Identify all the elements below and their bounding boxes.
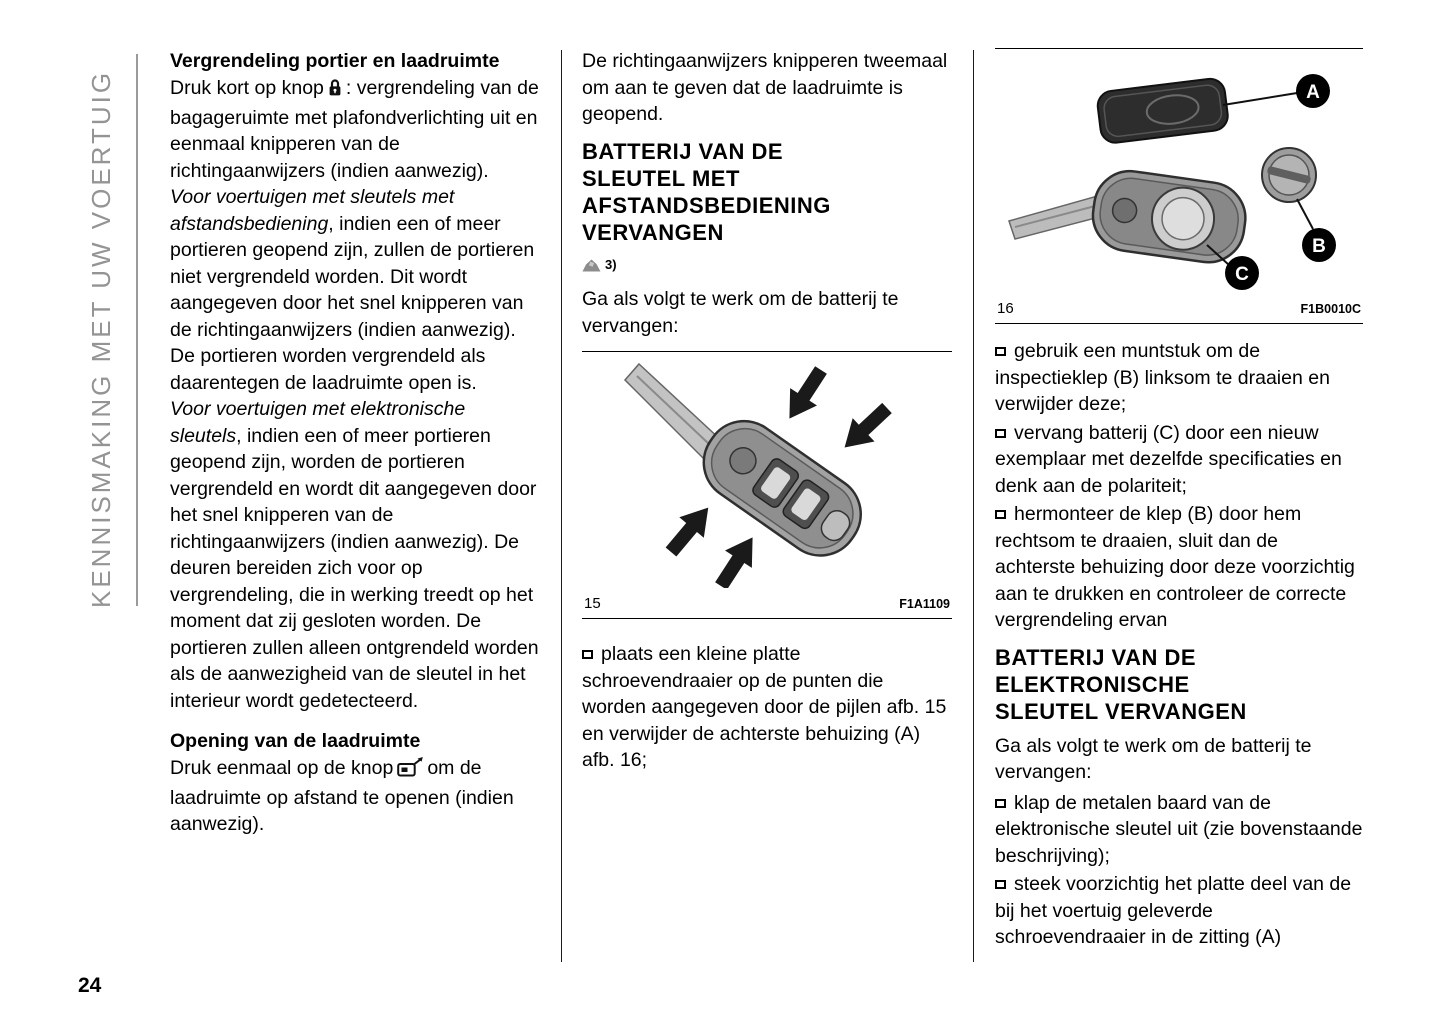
section-heading-remote-battery: BATTERIJ VAN DE SLEUTEL MET AFSTANDSBEDIENING VERVANGEN	[582, 138, 831, 245]
figure-rule-top	[995, 48, 1363, 49]
text: vervang batterij (C) door een nieuw exemplaar met dezelfde specificaties en denk aan de polariteit;	[995, 421, 1342, 497]
text: hermonteer de klep (B) door hem rechtsom te draaien, sluit dan de achterste behuizing door deze voorzichtig aan te drukken en controleer de correcte vergrendeling ervan	[995, 503, 1355, 631]
text: , indien een of meer portieren geopend zijn, zullen de portieren niet vergrendeld worden. Dit wordt aangegeven door het snel knipperen van de richtingaanwijzers (indien aanwezig). De portieren worden vergrendeld als daarentegen de laadruimte open is.	[170, 212, 535, 394]
figure-rule-top	[582, 351, 952, 352]
bullet-item	[995, 338, 1363, 418]
bullet-square-icon	[995, 347, 1006, 356]
section-heading-lock: Vergrendeling portier en laadruimte	[170, 50, 500, 72]
bullet-item	[995, 790, 1363, 870]
paragraph-electronic-keys	[170, 396, 542, 714]
warning-ref-number: 3)	[605, 256, 617, 272]
figure-rule-bottom	[995, 323, 1363, 324]
bullet-square-icon	[995, 510, 1006, 519]
lock-icon	[328, 78, 342, 105]
bullet-square-icon	[995, 799, 1006, 808]
text: steek voorzichtig het platte deel van de bij het voertuig geleverde schroevendraaier in de zitting (A)	[995, 873, 1352, 948]
text: Druk kort op knop	[170, 77, 324, 99]
paragraph-lock	[170, 75, 542, 184]
workshop-warning-icon	[582, 254, 601, 281]
figure-rule-bottom	[582, 618, 952, 619]
text: klap de metalen baard van de elektronische sleutel uit (zie bovenstaande beschrijving);	[995, 791, 1363, 867]
bullet-square-icon	[995, 429, 1006, 438]
text: gebruik een muntstuk om de inspectieklep (B) linksom te draaien en verwijder deze;	[995, 340, 1330, 415]
section-heading-tailgate: Opening van de laadruimte	[170, 730, 421, 752]
figure-number: 16	[997, 300, 1014, 317]
figure-code: F1B0010C	[1300, 302, 1361, 316]
text: Druk eenmaal op de knop	[170, 757, 394, 779]
bullet-item	[995, 420, 1363, 500]
paragraph-replace-intro: Ga als volgt te werk om de batterij te vervangen:	[995, 734, 1312, 783]
text: : vergrendeling van de bagageruimte met plafondverlichting uit en eenmaal knipperen van de richtingaanwijzers (indien aanwezig).	[170, 77, 539, 182]
column-divider	[561, 50, 562, 962]
warning-reference	[582, 254, 952, 281]
column-center	[582, 48, 952, 776]
callout-c-label: C	[1235, 264, 1249, 285]
figure-16	[995, 48, 1363, 324]
text: , indien een of meer portieren geopend zijn, worden de portieren vergrendeld en wordt dit aangegeven door het snel knipperen van de richtingaanwijzers (indien aanwezig). De deuren bereiden zich voor op vergrendeling, die in werking treedt op het moment dat zij gesloten worden. De portieren zullen alleen ontgrendeld worden als de aanwezigheid van de sleutel in het interieur wordt gedetecteerd.	[170, 424, 539, 712]
tailgate-open-icon	[397, 757, 423, 785]
column-divider	[973, 50, 974, 962]
callout-b-label: B	[1312, 236, 1326, 257]
figure-15-caption	[582, 592, 952, 618]
text-italic: Voor voertuigen met elektronische sleutels	[170, 398, 466, 447]
bullet-item	[995, 871, 1363, 951]
chapter-sidebar-title: KENNISMAKING MET UW VOERTUIG	[86, 69, 116, 608]
sidebar-rule	[136, 54, 138, 606]
paragraph-tailgate	[170, 755, 542, 838]
figure-code: F1A1109	[899, 597, 950, 611]
column-left	[170, 48, 542, 838]
bullet-square-icon	[995, 880, 1006, 889]
text: plaats een kleine platte schroevendraaier op de punten die worden aangegeven door de pijlen afb. 15 en verwijder de achterste behuizing (A) afb. 16;	[582, 643, 947, 771]
figure-16-caption	[995, 297, 1363, 323]
paragraph-replace-intro: Ga als volgt te werk om de batterij te vervangen:	[582, 288, 899, 337]
page-number: 24	[78, 974, 102, 997]
column-right	[995, 48, 1363, 953]
section-heading-electronic-battery: BATTERIJ VAN DE ELEKTRONISCHE SLEUTEL VERVANGEN	[995, 644, 1247, 724]
paragraph-remote-keys	[170, 184, 542, 396]
text-italic: Voor voertuigen met sleutels met afstandsbediening	[170, 186, 455, 235]
figure-15-key-illustration	[589, 356, 945, 588]
bullet-item	[582, 641, 952, 774]
paragraph-indicators: De richtingaanwijzers knipperen tweemaal om aan te geven dat de laadruimte is geopend.	[582, 50, 948, 125]
bullet-item	[995, 501, 1363, 634]
callout-a-label: A	[1306, 82, 1320, 103]
figure-16-key-illustration	[1001, 53, 1357, 293]
figure-15	[582, 351, 952, 619]
figure-number: 15	[584, 595, 601, 612]
text: om de laadruimte op afstand te openen (indien aanwezig).	[170, 757, 514, 835]
bullet-square-icon	[582, 650, 593, 659]
